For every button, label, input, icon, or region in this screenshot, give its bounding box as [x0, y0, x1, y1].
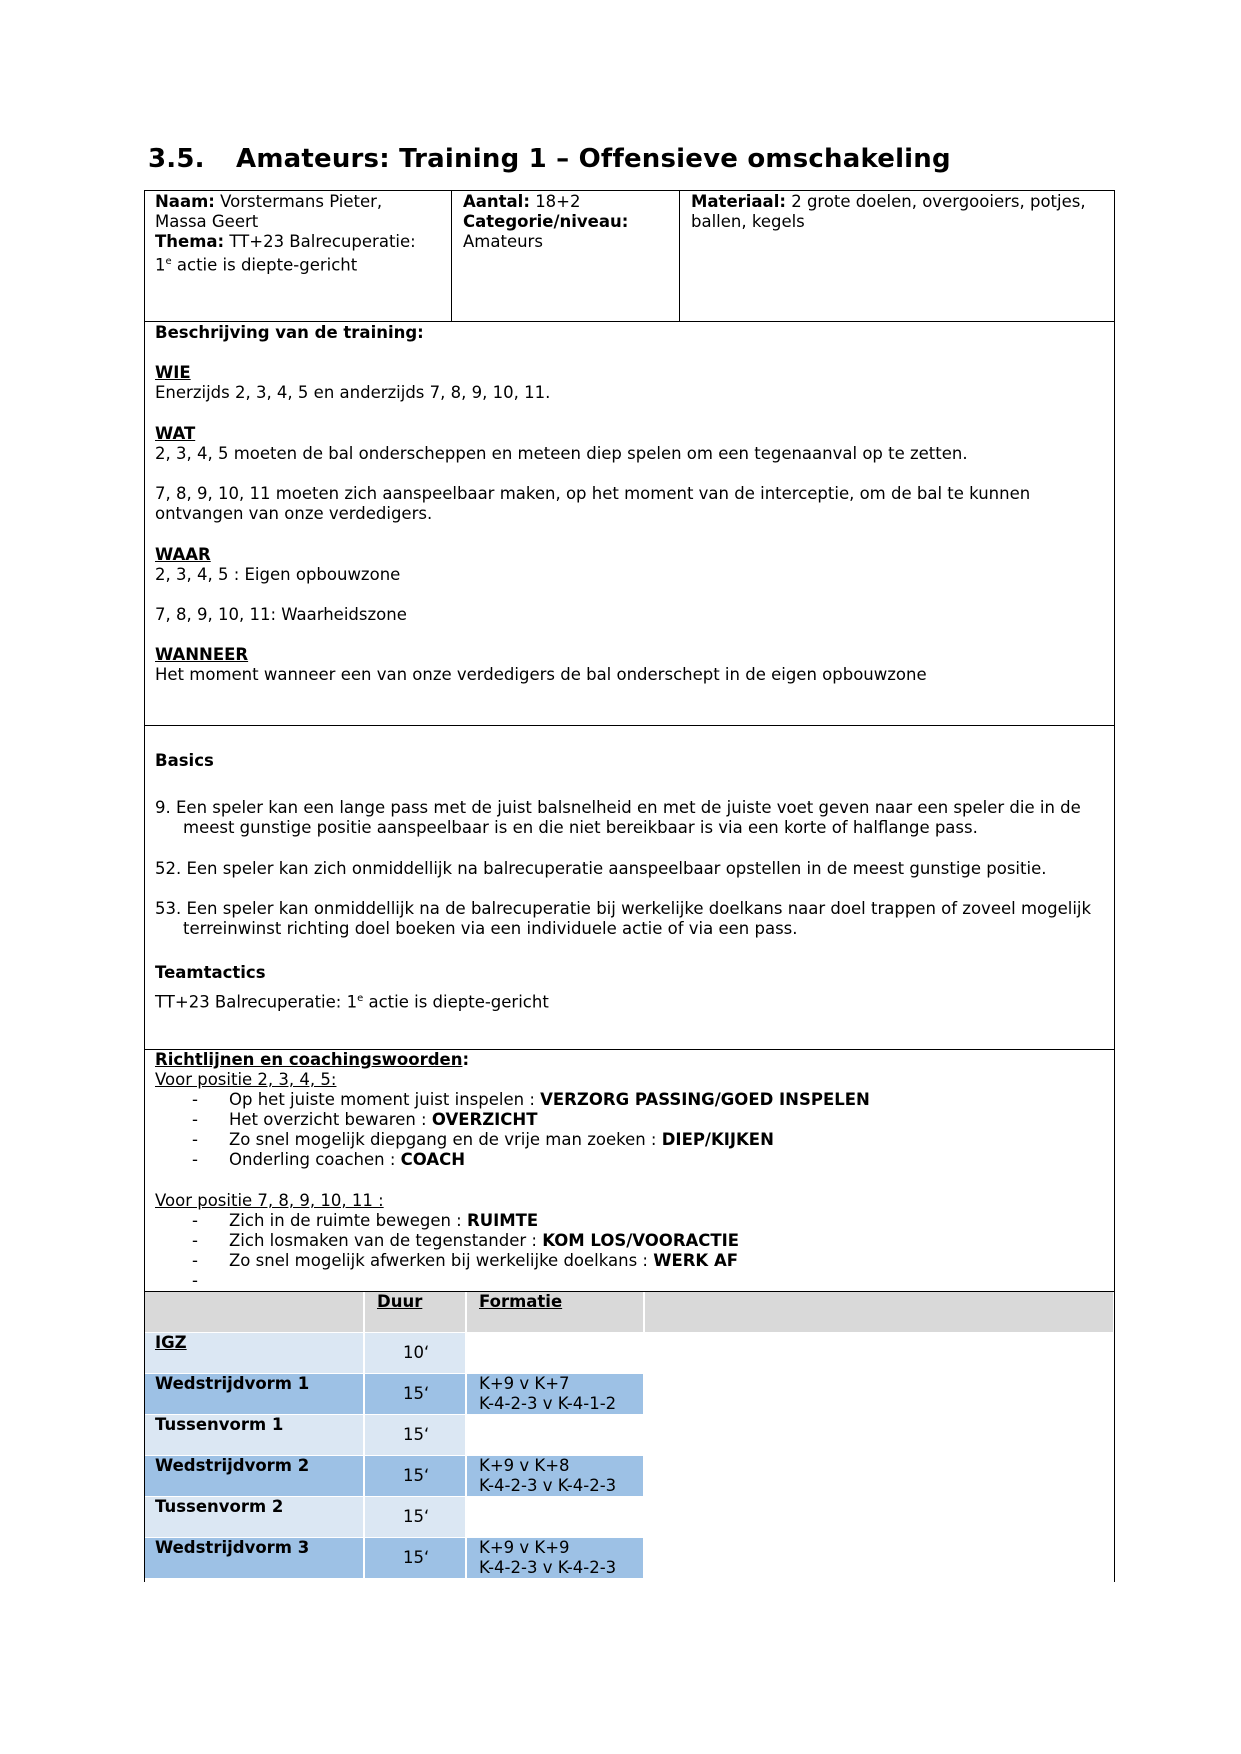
schedule-formatie-cell [467, 1415, 643, 1455]
naam-value-2: Massa Geert [155, 212, 259, 231]
info-materiaal-cell [691, 192, 1111, 232]
schedule-name-cell [145, 1456, 363, 1496]
aantal-label: Aantal: [463, 192, 530, 211]
schedule-formatie-line1: K+9 v K+9 [479, 1538, 570, 1557]
header-col4 [645, 1292, 1113, 1332]
group1-dash: - [192, 1110, 198, 1129]
wat-label: WAT [155, 424, 196, 443]
schedule-row [145, 1497, 645, 1537]
waar-label: WAAR [155, 545, 211, 564]
naam-label: Naam: [155, 192, 215, 211]
info-divider-2 [679, 190, 680, 321]
waar-text-1: 2, 3, 4, 5 : Eigen opbouwzone [155, 565, 401, 584]
teamtactics-title: Teamtactics [155, 963, 266, 982]
info-aantal-cell [463, 192, 673, 252]
schedule-name-cell [145, 1333, 363, 1373]
schedule-formatie-line1: K+9 v K+7 [479, 1374, 570, 1393]
teamtactics-sup: e [357, 993, 364, 1004]
schedule-row [145, 1333, 645, 1373]
categorie-label: Categorie/niveau: [463, 212, 629, 231]
materiaal-value-1: 2 grote doelen, overgooiers, potjes, [791, 192, 1086, 211]
thema-value-2-pre: 1 [155, 255, 166, 275]
wanneer-label: WANNEER [155, 645, 249, 664]
schedule-row [145, 1415, 645, 1455]
schedule-formatie-cell [467, 1456, 643, 1496]
aantal-value: 18+2 [535, 192, 581, 211]
wie-label: WIE [155, 363, 191, 382]
schedule-formatie-line2: K-4-2-3 v K-4-2-3 [479, 1476, 617, 1495]
naam-value-1: Vorstermans Pieter, [220, 192, 383, 211]
schedule-duur-cell [365, 1538, 465, 1578]
schedule-name-cell [145, 1497, 363, 1537]
schedule-name: Wedstrijdvorm 2 [155, 1456, 310, 1475]
group1-text: Zo snel mogelijk diepgang en de vrije man zoeken : [229, 1130, 662, 1149]
group1-dash: - [192, 1130, 198, 1149]
divider-info [144, 321, 1115, 322]
basics-item-52: 52. Een speler kan zich onmiddellijk na balrecuperatie aanspeelbaar opstellen in de meest gunstige positie. [155, 859, 1047, 878]
schedule-formatie-cell [467, 1538, 643, 1578]
wat-text-1: 2, 3, 4, 5 moeten de bal onderscheppen en meteen diep spelen om een tegenaanval op te zetten. [155, 444, 968, 463]
group1-text: Op het juiste moment juist inspelen : [229, 1090, 541, 1109]
thema-sup: e [165, 256, 172, 267]
group1-text: Onderling coachen : [229, 1150, 401, 1169]
schedule-formatie-cell [467, 1333, 643, 1373]
schedule-row [145, 1456, 645, 1496]
group2-dash: - [192, 1251, 198, 1270]
basics-item-9b: meest gunstige positie aanspeelbaar is en die niet bereikbaar is via een korte of halflange pass. [183, 818, 978, 837]
group2-dash: - [192, 1231, 198, 1250]
schedule-formatie-line2: K-4-2-3 v K-4-2-3 [479, 1558, 617, 1577]
group2-bold: RUIMTE [467, 1211, 539, 1230]
richtlijnen-title-text: Richtlijnen en coachingswoorden [155, 1050, 463, 1069]
schedule-formatie-cell [467, 1374, 643, 1414]
schedule-name-cell [145, 1415, 363, 1455]
group1-text: Het overzicht bewaren : [229, 1110, 432, 1129]
schedule-duur-cell [365, 1333, 465, 1373]
basics-title: Basics [155, 751, 214, 770]
teamtactics-post: actie is diepte-gericht [363, 992, 549, 1012]
header-col1 [145, 1292, 363, 1332]
schedule-row [145, 1538, 645, 1578]
group1-dash: - [192, 1090, 198, 1109]
group1-bold: DIEP/KIJKEN [661, 1130, 774, 1149]
materiaal-label: Materiaal: [691, 192, 786, 211]
group2-title: Voor positie 7, 8, 9, 10, 11 : [155, 1191, 384, 1210]
group2-bold: KOM LOS/VOORACTIE [542, 1231, 740, 1250]
top-border [144, 190, 1115, 191]
schedule-duur-cell [365, 1497, 465, 1537]
schedule-formatie-line2: K-4-2-3 v K-4-1-2 [479, 1394, 617, 1413]
group2-text: Zich losmaken van de tegenstander : [229, 1231, 543, 1250]
teamtactics-text [155, 989, 1105, 1013]
categorie-value: Amateurs [463, 232, 543, 251]
wanneer-text: Het moment wanneer een van onze verdedigers de bal onderschept in de eigen opbouwzone [155, 665, 927, 684]
section-number: 3.5. [148, 144, 205, 174]
group2-bold: WERK AF [653, 1251, 738, 1270]
teamtactics-pre: TT+23 Balrecuperatie: 1 [155, 992, 358, 1012]
trailing-dash: - [192, 1271, 198, 1290]
schedule-formatie-cell [467, 1497, 643, 1537]
group1-bold: OVERZICHT [431, 1110, 538, 1129]
info-naam-cell [155, 192, 445, 276]
schedule-duur: 15‘ [403, 1548, 430, 1567]
header-duur-label: Duur [377, 1292, 423, 1311]
header-formatie [467, 1292, 643, 1332]
group2-dash: - [192, 1211, 198, 1230]
basics-item-53b: terreinwinst richting doel boeken via een individuele actie of via een pass. [183, 919, 798, 938]
schedule-duur: 10‘ [403, 1343, 430, 1362]
schedule-duur: 15‘ [403, 1384, 430, 1403]
group2-text: Zich in de ruimte bewegen : [229, 1211, 467, 1230]
wat-text-2b: ontvangen van onze verdedigers. [155, 504, 433, 523]
basics-item-53a: 53. Een speler kan onmiddellijk na de balrecuperatie bij werkelijke doelkans naar doel trappen of zoveel mogelijk [155, 899, 1092, 918]
schedule-name: IGZ [155, 1333, 187, 1352]
materiaal-value-2: ballen, kegels [691, 212, 805, 231]
schedule-duur: 15‘ [403, 1507, 430, 1526]
schedule-duur-cell [365, 1415, 465, 1455]
divider-beschrijving [144, 725, 1115, 726]
thema-label: Thema: [155, 232, 225, 251]
schedule-duur: 15‘ [403, 1466, 430, 1485]
group1-title: Voor positie 2, 3, 4, 5: [155, 1070, 337, 1089]
richtlijnen-colon: : [462, 1050, 470, 1069]
group2-text: Zo snel mogelijk afwerken bij werkelijke doelkans : [229, 1251, 654, 1270]
thema-value-1: TT+23 Balrecuperatie: [229, 232, 416, 251]
schedule-name: Wedstrijdvorm 3 [155, 1538, 310, 1557]
header-duur [365, 1292, 465, 1332]
schedule-header [145, 1292, 1113, 1332]
waar-text-2: 7, 8, 9, 10, 11: Waarheidszone [155, 605, 407, 624]
schedule-row [145, 1374, 645, 1414]
group1-dash: - [192, 1150, 198, 1169]
wie-text: Enerzijds 2, 3, 4, 5 en anderzijds 7, 8, 9, 10, 11. [155, 383, 551, 402]
header-formatie-label: Formatie [479, 1292, 563, 1311]
group1-bold: VERZORG PASSING/GOED INSPELEN [540, 1090, 870, 1109]
thema-value-2-post: actie is diepte-gericht [171, 255, 358, 275]
schedule-name: Wedstrijdvorm 1 [155, 1374, 310, 1393]
info-divider-1 [451, 190, 452, 321]
basics-item-9a: 9. Een speler kan een lange pass met de juist balsnelheid en met de juiste voet geven naar een speler die in de [155, 798, 1081, 817]
schedule-name: Tussenvorm 1 [155, 1415, 284, 1434]
schedule-name-cell [145, 1538, 363, 1578]
schedule-name-cell [145, 1374, 363, 1414]
schedule-duur-cell [365, 1374, 465, 1414]
section-heading [148, 144, 951, 174]
schedule-duur-cell [365, 1456, 465, 1496]
schedule-name: Tussenvorm 2 [155, 1497, 284, 1516]
beschrijving-title: Beschrijving van de training: [155, 323, 424, 342]
richtlijnen-title [155, 1050, 1105, 1070]
section-title: Amateurs: Training 1 – Offensieve omschakeling [236, 144, 951, 174]
schedule-formatie-line1: K+9 v K+8 [479, 1456, 570, 1475]
wat-text-2a: 7, 8, 9, 10, 11 moeten zich aanspeelbaar maken, op het moment van de interceptie, om de bal te kunnen [155, 484, 1031, 503]
group1-bold: COACH [400, 1150, 466, 1169]
schedule-duur: 15‘ [403, 1425, 430, 1444]
